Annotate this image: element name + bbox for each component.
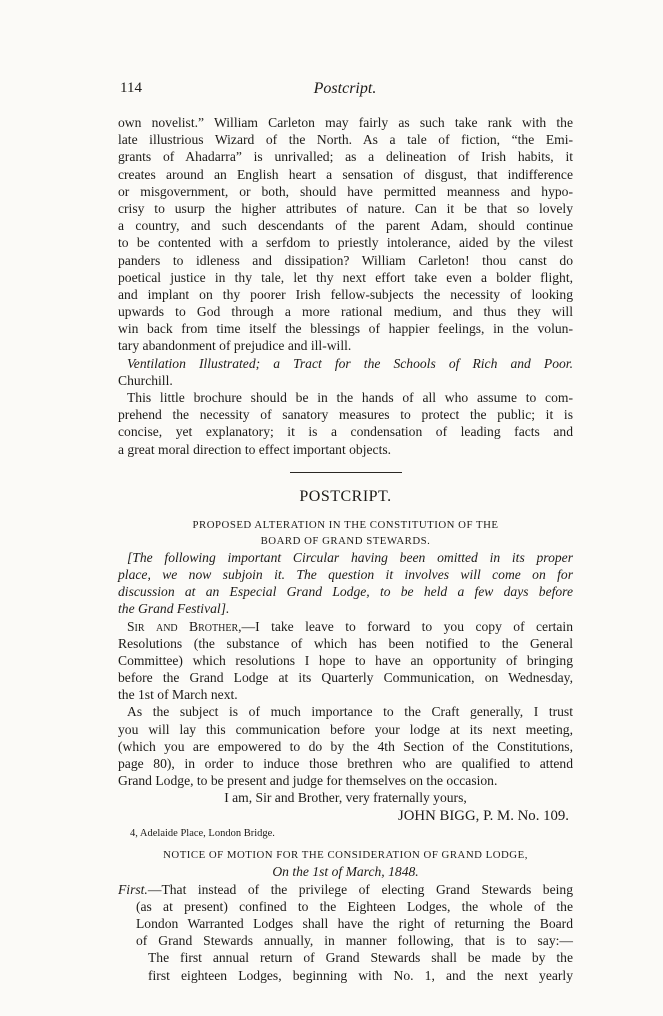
review-paragraph <box>118 114 573 355</box>
closing: I am, Sir and Brother, very fraternally yours, <box>224 790 467 806</box>
circular-letter <box>118 618 573 843</box>
notice-heading: NOTICE OF MOTION FOR THE CONSIDERATION OF GRAND LODGE, <box>163 848 528 861</box>
text-line: to be contented with a serfdom to priestly intolerance, aided by the vilest <box>118 235 573 251</box>
text-line: a great moral direction to effect important objects. <box>118 441 392 457</box>
text-line: As the subject is of much importance to the Craft generally, I trust <box>127 704 573 720</box>
postscript-subtitle-line2: BOARD OF GRAND STEWARDS. <box>260 534 431 547</box>
ventilation-author: Churchill. <box>118 372 173 388</box>
body-text <box>118 114 573 984</box>
text-line: page 80), in order to induce those brethren who are qualified to attend <box>118 756 573 771</box>
first-label: First. <box>118 881 148 897</box>
page-header <box>120 80 570 102</box>
signature: JOHN BIGG, P. M. No. 109. <box>397 807 569 824</box>
notice-first-line-text: —That instead of the privilege of electing Grand Stewards being <box>147 881 573 897</box>
text-line: Resolutions (the substance of which has been notified to the General <box>118 635 573 651</box>
ventilation-notice <box>118 355 573 458</box>
text-line: the Grand Festival]. <box>118 601 230 617</box>
section-divider <box>290 472 402 473</box>
text-line: you will lay this communication before your lodge at its next meeting, <box>118 721 573 737</box>
text-line: own novelist.” William Carleton may fairly as such take rank with the <box>118 115 573 130</box>
text-line: win back from time itself the blessings of happier feelings, in the volun- <box>118 321 573 337</box>
text-line: (which you are empowered to do by the 4th Section of the Constitutions, <box>118 738 573 754</box>
page-number: 114 <box>120 80 142 96</box>
text-line: prehend the necessity of sanatory measures to protect the public; it is <box>118 407 573 423</box>
text-line: before the Grand Lodge at its Quarterly Communication, on Wednesday, <box>118 670 573 686</box>
text-line: upwards to God through a more rational medium, and thus they will <box>118 304 573 320</box>
text-line: panders to idleness and dissipation? William Carleton! thou canst do <box>118 252 573 268</box>
text-line: and implant on thy poorer Irish fellow-subjects the necessity of looking <box>118 286 573 302</box>
text-line: This little brochure should be in the hands of all who assume to com- <box>127 390 573 405</box>
text-line: tary abandonment of prejudice and ill-will. <box>118 338 352 354</box>
text-line: place, we now subjoin it. The question it involves will come on for <box>118 566 573 582</box>
text-line: poetical justice in thy tale, let thy next effort take even a bolder flight, <box>118 269 573 285</box>
notice-first-line <box>118 881 573 898</box>
ventilation-title: Ventilation Illustrated; a Tract for the Schools of Rich and Poor. <box>127 355 573 371</box>
text-line: discussion at an Especial Grand Lodge, to be held a few days before <box>118 584 573 600</box>
text-line: the 1st of March next. <box>118 687 238 703</box>
text-line: grants of Ahadarra” is unrivalled; as a delineation of Irish habits, it <box>118 149 573 165</box>
postscript-intro <box>118 549 573 618</box>
address: 4, Adelaide Place, London Bridge. <box>130 827 275 839</box>
letter-first-line-text: —I take leave to forward to you copy of certain <box>241 618 573 634</box>
text-line: The first annual return of Grand Stewards shall be made by the <box>148 950 573 966</box>
text-line: (as at present) confined to the Eighteen Lodges, the whole of the <box>136 898 573 914</box>
notice-of-motion <box>118 847 573 984</box>
running-title: Postcript. <box>313 80 377 97</box>
text-line: concise, yet explanatory; it is a condensation of leading facts and <box>118 424 573 440</box>
text-line: or misgovernment, or both, should have permitted meanness and hypo- <box>118 183 573 199</box>
text-line: late illustrious Wizard of the North. As a tale of fiction, “the Emi- <box>118 132 573 148</box>
text-line: Grand Lodge, to be present and judge for themselves on the occasion. <box>118 773 498 789</box>
text-line: Committee) which resolutions I hope to have an opportunity of bringing <box>118 652 573 668</box>
text-line: [The following important Circular having been omitted in its proper <box>127 549 573 565</box>
notice-date: On the 1st of March, 1848. <box>272 863 419 879</box>
salutation: Sir and Brother, <box>127 618 242 634</box>
text-line: of Grand Stewards annually, in manner following, that is to say:— <box>136 933 573 949</box>
text-line: London Warranted Lodges shall have the right of returning the Board <box>136 915 573 931</box>
text-line: first eighteen Lodges, beginning with No. 1, and the next yearly <box>148 967 573 983</box>
text-line: creates around an English heart a sensation of disgust, that indifference <box>118 166 573 182</box>
postscript-subtitle-line1: PROPOSED ALTERATION IN THE CONSTITUTION OF THE <box>192 518 499 531</box>
letter-first-line <box>118 618 573 635</box>
text-line: crisy to usurp the higher attributes of nature. Can it be that so lovely <box>118 200 573 216</box>
text-line: a country, and such descendants of the parent Adam, should continue <box>118 218 573 234</box>
postscript-title: POSTCRIPT. <box>299 487 392 505</box>
